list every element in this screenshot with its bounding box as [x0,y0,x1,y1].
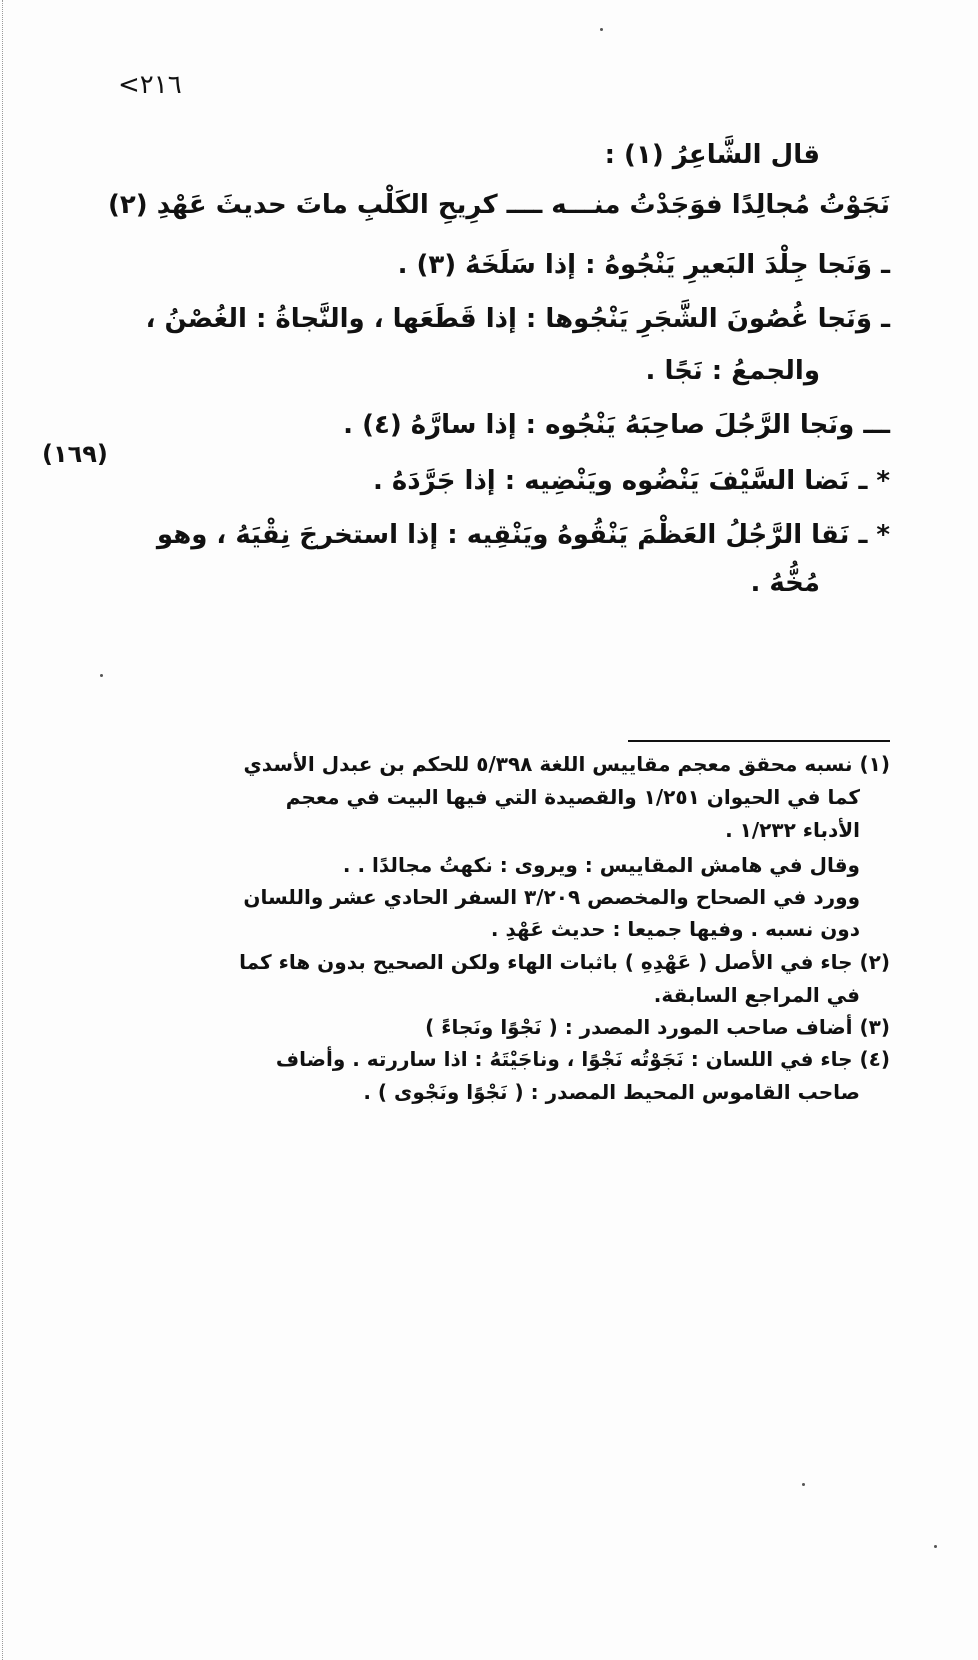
body-line-5: والجمعُ : نَجًا . [645,356,820,386]
page-number-mark: ٢١٦> [118,70,182,100]
footnote-line-8: في المراجع السابقة. [653,983,860,1007]
footnote-line-1: (١) نسبه محقق معجم مقاييس اللغة ٥/٣٩٨ للحكم بن عبدل الأسدي [243,752,890,776]
body-line-8: * ـ نَقا الرَّجُلُ العَظْمَ يَنْقُوهُ ويَنْقِيه : إذا استخرجَ نِقْيَهُ ، وهو [156,520,890,550]
footnote-line-4: وقال في هامش المقاييس : ويروى : نكهتُ مجالدًا . . [342,853,860,877]
footnote-line-6: دون نسبه . وفيها جميعا : حديث عَهْدِ . [490,917,860,941]
body-line-1: قال الشَّاعِرُ (١) : [604,140,820,170]
body-line-2-verse: نَجَوْتُ مُجالِدًا فوَجَدْتُ منـــه ــــ كرِيحِ الكَلْبِ ماتَ حديثَ عَهْدِ (٢) [108,190,890,220]
scan-speck [100,674,103,677]
body-line-9: مُخُّهُ . [750,568,820,598]
scan-speck [600,28,603,31]
footnote-line-7: (٢) جاء في الأصل ( عَهْدِهِ ) باثبات الهاء ولكن الصحيح بدون هاء كما [239,950,890,974]
body-line-6: ـــ ونَجا الرَّجُلَ صاحِبَهُ يَنْجُوه : إذا سارَّهُ (٤) . [343,410,890,440]
footnote-line-5: وورد في الصحاح والمخصص ٣/٢٠٩ السفر الحادي عشر واللسان [243,885,860,909]
scan-edge-mark [2,0,4,1660]
scan-speck [934,1545,937,1548]
footnote-line-2: كما في الحيوان ١/٢٥١ والقصيدة التي فيها البيت في معجم [285,785,860,809]
body-line-7: * ـ نَضا السَّيْفَ يَنْضُوه ويَنْضِيه : إذا جَرَّدَهُ . [372,466,890,496]
footnote-line-9: (٣) أضاف صاحب المورد المصدر : ( نَجْوًا ونَجاءً ) [425,1015,890,1039]
footnote-line-3: الأدباء ١/٢٣٢ . [725,818,860,842]
footnote-separator [628,740,890,742]
body-line-4: ـ وَنَجا غُصُونَ الشَّجَرِ يَنْجُوها : إذا قَطَعَها ، والنَّجاةُ : الغُصْنُ ، [145,304,890,334]
body-line-3: ـ وَنَجا جِلْدَ البَعيرِ يَنْجُوهُ : إذا سَلَخَهُ (٣) . [397,250,890,280]
footnote-line-10: (٤) جاء في اللسان : نَجَوْتُه نَجْوًا ، وناجَيْتَهُ : اذا ساررته . وأضاف [275,1047,890,1071]
scan-speck [802,1483,805,1486]
footnote-line-11: صاحب القاموس المحيط المصدر : ( نَجْوًا ونَجْوى ) . [363,1080,860,1104]
margin-page-number: (١٦٩) [42,440,108,468]
